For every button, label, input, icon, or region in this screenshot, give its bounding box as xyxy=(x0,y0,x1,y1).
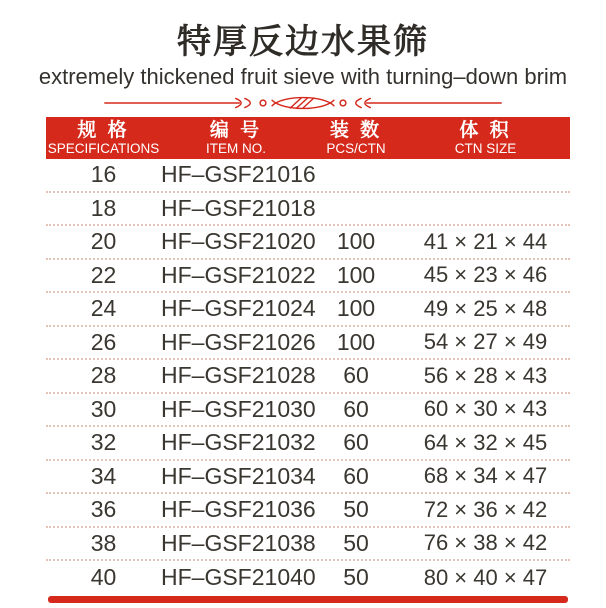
table-row xyxy=(46,394,570,428)
spec-cell: 18 xyxy=(90,194,117,221)
header-en-label: CTN SIZE xyxy=(454,140,517,156)
header-en-label: SPECIFICATIONS xyxy=(47,140,160,156)
bottom-rule xyxy=(48,596,568,603)
flourish-divider-icon xyxy=(83,93,523,113)
ctn-size-cell: 60 × 30 × 43 xyxy=(423,396,548,422)
spec-table xyxy=(46,117,570,595)
ctn-size-cell: 72 × 36 × 42 xyxy=(423,496,548,522)
table-row xyxy=(46,293,570,327)
header-cn-label: 装 数 xyxy=(329,119,383,141)
item-no-cell: HF–GSF21036 xyxy=(161,496,316,523)
spec-cell: 22 xyxy=(90,261,117,288)
header-col-ctn-size xyxy=(401,121,570,156)
ctn-size-cell: 45 × 23 × 46 xyxy=(423,262,548,288)
pcs-cell: 50 xyxy=(343,564,369,591)
pcs-cell: 100 xyxy=(336,295,376,322)
spec-cell: 40 xyxy=(90,564,117,591)
pcs-cell: 50 xyxy=(343,496,369,523)
spec-cell: 20 xyxy=(90,228,117,255)
pcs-cell: 60 xyxy=(343,362,369,389)
table-row xyxy=(46,461,570,495)
table-row xyxy=(46,226,570,260)
item-no-cell: HF–GSF21026 xyxy=(161,328,316,355)
pcs-cell: 50 xyxy=(343,529,369,556)
table-row xyxy=(46,327,570,361)
item-no-cell: HF–GSF21024 xyxy=(161,295,316,322)
ctn-size-cell: 41 × 21 × 44 xyxy=(423,228,548,254)
item-no-cell: HF–GSF21020 xyxy=(161,228,316,255)
spec-cell: 38 xyxy=(90,529,117,556)
pcs-cell: 100 xyxy=(336,261,376,288)
item-no-cell: HF–GSF21030 xyxy=(161,395,316,422)
item-no-cell: HF–GSF21040 xyxy=(161,564,316,591)
ctn-size-cell: 76 × 38 × 42 xyxy=(423,530,548,556)
ctn-size-cell: 54 × 27 × 49 xyxy=(423,329,548,355)
pcs-cell: 100 xyxy=(336,228,376,255)
page-title: 特厚反边水果筛 xyxy=(177,23,429,61)
ctn-size-cell: 80 × 40 × 47 xyxy=(423,564,548,590)
ornamental-divider xyxy=(83,93,523,113)
table-row xyxy=(46,360,570,394)
table-row xyxy=(46,427,570,461)
item-no-cell: HF–GSF21028 xyxy=(161,362,316,389)
table-row xyxy=(46,159,570,193)
spec-cell: 28 xyxy=(90,362,117,389)
header-col-item-no xyxy=(161,121,311,156)
ctn-size-cell: 64 × 32 × 45 xyxy=(423,429,548,455)
item-no-cell: HF–GSF21034 xyxy=(161,462,316,489)
page-subtitle: extremely thickened fruit sieve with turning–down brim xyxy=(38,64,568,89)
spec-cell: 26 xyxy=(90,328,117,355)
header-en-label: PCS/CTN xyxy=(326,140,386,156)
header-cn-label: 编 号 xyxy=(209,119,263,141)
spec-cell: 32 xyxy=(90,429,117,456)
pcs-cell: 60 xyxy=(343,462,369,489)
table-header xyxy=(46,117,570,159)
header-col-specifications xyxy=(46,121,161,156)
table-row xyxy=(46,561,570,595)
spec-cell: 36 xyxy=(90,496,117,523)
ctn-size-cell: 49 × 25 × 48 xyxy=(423,295,548,321)
item-no-cell: HF–GSF21032 xyxy=(161,429,316,456)
table-row xyxy=(46,528,570,562)
spec-cell: 16 xyxy=(90,161,117,188)
header-cn-label: 体 积 xyxy=(459,119,512,141)
item-no-cell: HF–GSF21022 xyxy=(161,261,316,288)
spec-cell: 24 xyxy=(90,295,117,322)
ctn-size-cell: 68 × 34 × 47 xyxy=(423,463,548,489)
pcs-cell: 100 xyxy=(336,328,376,355)
pcs-cell: 60 xyxy=(343,395,369,422)
item-no-cell: HF–GSF21016 xyxy=(161,161,316,188)
header-cn-label: 规 格 xyxy=(77,119,130,141)
table-row xyxy=(46,494,570,528)
table-row xyxy=(46,260,570,294)
header-en-label: ITEM NO. xyxy=(206,140,266,156)
header-col-pcs-ctn xyxy=(311,121,401,156)
item-no-cell: HF–GSF21018 xyxy=(161,194,316,221)
pcs-cell: 60 xyxy=(343,429,369,456)
spec-cell: 34 xyxy=(90,462,117,489)
spec-cell: 30 xyxy=(90,395,117,422)
table-row xyxy=(46,193,570,227)
ctn-size-cell: 56 × 28 × 43 xyxy=(423,362,548,388)
item-no-cell: HF–GSF21038 xyxy=(161,529,316,556)
